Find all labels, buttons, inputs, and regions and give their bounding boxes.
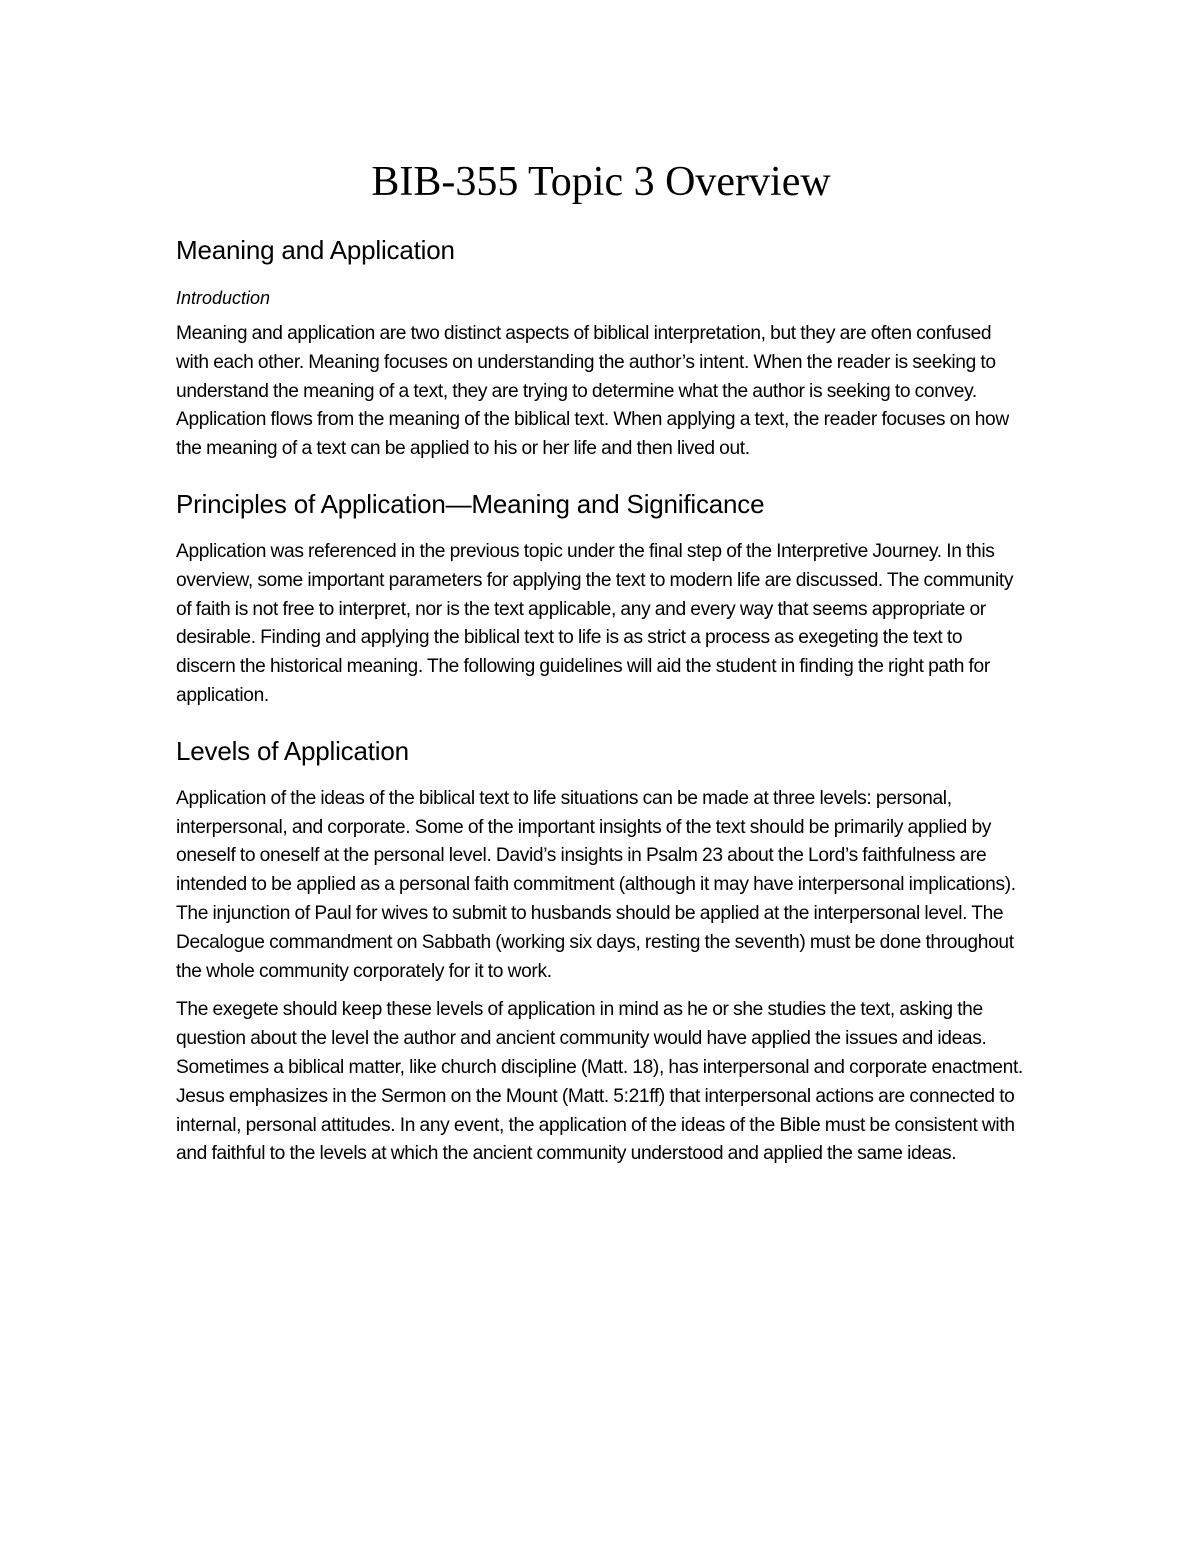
section-heading-meaning-and-application: Meaning and Application xyxy=(176,235,455,265)
paragraph-levels-of-application-2: The exegete should keep these levels of application in mind as he or she studies the text, asking the question about the level the author and ancient community would have applied the issues and ideas. Sometimes a biblical matter, like church discipline (Matt. 18), has interpersonal and corporate enactment. Jesus emphasizes in the Sermon on the Mount (Matt. 5:21ff) that interpersonal actions are connected to internal, personal attitudes. In any event, the application of the ideas of the Bible must be consistent with and faithful to the levels at which the ancient community understood and applied the same ideas. xyxy=(176,999,1023,1165)
paragraph-principles-of-application: Application was referenced in the previous topic under the final step of the Interpretive Journey. In this overview, some important parameters for applying the text to modern life are discussed. The community of faith is not free to interpret, nor is the text applicable, any and every way that seems appropriate or desirable. Finding and applying the biblical text to life is as strict a process as exegeting the text to discern the historical meaning. The following guidelines will aid the student in finding the right path for application. xyxy=(176,540,1014,706)
document-page xyxy=(176,150,1026,1189)
section-heading-levels-of-application: Levels of Application xyxy=(176,735,409,766)
section-heading-principles-of-application: Principles of Application—Meaning and Significance xyxy=(176,488,765,519)
document-title: BIB-355 Topic 3 Overview xyxy=(371,159,831,205)
paragraph-introduction: Meaning and application are two distinct aspects of biblical interpretation, but they are often confused with each other. Meaning focuses on understanding the author’s intent. When the reader is seeking to understand the meaning of a text, they are trying to determine what the author is seeking to convey. Application flows from the meaning of the biblical text. When applying a text, the reader focuses on how the meaning of a text can be applied to his or her life and then lived out. xyxy=(176,323,1009,460)
paragraph-levels-of-application-1: Application of the ideas of the biblical text to life situations can be made at three levels: personal, interpersonal, and corporate. Some of the important insights of the text should be primarily applied by oneself to oneself at the personal level. David’s insights in Psalm 23 about the Lord’s faithfulness are intended to be applied as a personal faith commitment (although it may have interpersonal implications). The injunction of Paul for wives to submit to husbands should be applied at the interpersonal level. The Decalogue commandment on Sabbath (working six days, resting the seventh) must be done throughout the whole community corporately for it to work. xyxy=(176,787,1016,982)
subheading-introduction: Introduction xyxy=(176,288,271,308)
